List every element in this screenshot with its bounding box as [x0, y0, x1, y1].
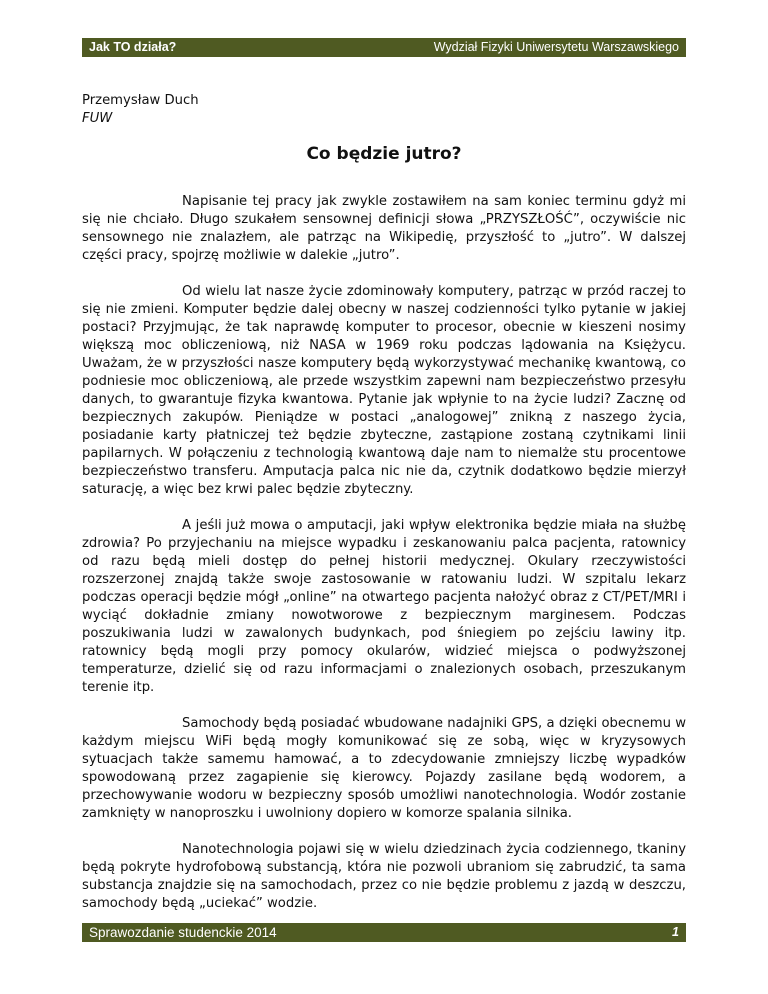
page-number: 1 — [672, 925, 679, 939]
body-text — [82, 193, 686, 931]
paragraph: Napisanie tej pracy jak zwykle zostawiłem na sam koniec terminu gdyż mi się nie chciało. Długo szukałem sensownej definicji słowa „PRZYSZŁOŚĆ”, oczywiście nic sensownego nie znalazłem, ale patrząc na Wikipedię, przyszłość to „jutro”. W dalszej części pracy, spojrzę możliwie w dalekie „jutro”. — [82, 194, 686, 263]
footer-left-text: Sprawozdanie studenckie 2014 — [89, 925, 277, 940]
author-affiliation: FUW — [82, 111, 113, 126]
paragraph: Nanotechnologia pojawi się w wielu dziedzinach życia codziennego, tkaniny będą pokryte hydrofobową substancją, która nie pozwoli ubraniom się zabrudzić, ta sama substancja znajdzie się na samochodach, przez co nie będzie problemu z jazdą w deszczu, samochody będą „uciekać” wodzie. — [82, 842, 686, 911]
author-block — [82, 92, 199, 128]
header-left-text: Jak TO działa? — [89, 40, 177, 54]
page-header — [82, 38, 686, 57]
paragraph: A jeśli już mowa o amputacji, jaki wpływ elektronika będzie miała na służbę zdrowia? Po przyjechaniu na miejsce wypadku i zeskanowaniu palca pacjenta, ratownicy od razu będą mieli dostęp do pełnej historii medycznej. Okulary rzeczywistości rozszerzonej znajdą także swoje zastosowanie w ratowaniu ludzi. W szpitalu lekarz podczas operacji będzie mógł „online” na otwartego pacjenta nałożyć obraz z CT/PET/MRI i wyciąć dokładnie zmiany nowotworowe z bezpiecznym marginesem. Podczas poszukiwania ludzi w zawalonych budynkach, pod śniegiem po zejściu lawiny itp. ratownicy będą mogli przy pomocy okularów, widzieć miejsca o podwyższonej temperaturze, dzielić się od razu informacjami o znalezionych osobach, przeszukanym terenie itp. — [82, 518, 686, 695]
paragraph: Samochody będą posiadać wbudowane nadajniki GPS, a dzięki obecnemu w każdym miejscu WiFi będą mogły komunikować się ze sobą, więc w kryzysowych sytuacjach także samemu hamować, a to zdecydowanie zmniejszy liczbę wypadków spowodowaną przez zagapienie się kierowcy. Pojazdy zasilane będą wodorem, a przechowywanie wodoru w bezpieczny sposób umożliwi nanotechnologia. Wodór zostanie zamknięty w nanoproszku i uwolniony dopiero w komorze spalania silnika. — [82, 716, 686, 821]
author-name: Przemysław Duch — [82, 93, 199, 108]
header-right-text: Wydział Fizyki Uniwersytetu Warszawskiego — [433, 40, 679, 54]
paragraph: Od wielu lat nasze życie zdominowały komputery, patrząc w przód raczej to się nie zmieni. Komputer będzie dalej obecny w naszej codzienności tylko pytanie w jakiej postaci? Przyjmując, że tak naprawdę komputer to procesor, obecnie w kieszeni nosimy większą moc obliczeniową, niż NASA w 1969 roku podczas lądowania na Księżycu. Uważam, że w przyszłości nasze komputery będą wykorzystywać mechanikę kwantową, co podniesie moc obliczeniową, ale przede wszystkim zapewni nam bezpieczeństwo przesyłu danych, to gwarantuje fizyka kwantowa. Pytanie jak wpłynie to na życie ludzi? Zacznę od bezpiecznych zakupów. Pieniądze w postaci „analogowej” znikną z naszego życia, posiadanie karty płatniczej też będzie zbyteczne, zastąpione zostaną czytnikami linii papilarnych. W połączeniu z technologią kwantową daje nam to niemalże stu procentowe bezpieczeństwo transferu. Amputacja palca nic nie da, czytnik dodatkowo będzie mierzył saturację, a więc bez krwi palec będzie zbyteczny. — [82, 284, 686, 497]
page-title: Co będzie jutro? — [306, 144, 462, 164]
page-footer — [82, 923, 686, 942]
